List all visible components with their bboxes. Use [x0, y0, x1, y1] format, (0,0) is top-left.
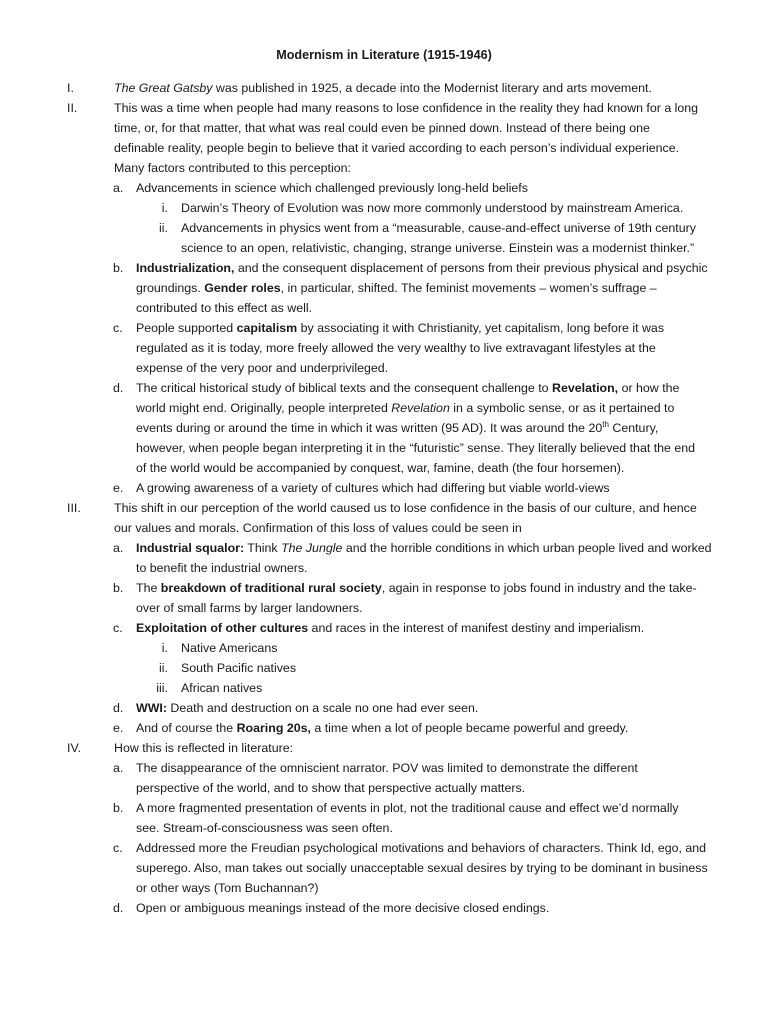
section-2-item-a: Advancements in science which challenged previously long-held beliefs — [136, 181, 528, 195]
bold-term: Industrialization, — [136, 261, 235, 275]
section-2-line-2: time, or, for that matter, that what was real could even be pinned down. Instead of there being one — [114, 121, 650, 135]
item-marker: a. — [113, 541, 124, 555]
item-marker: a. — [113, 181, 124, 195]
section-3-item-b-line-2: over of small farms by larger landowners. — [136, 601, 363, 615]
text-span: People supported — [136, 321, 237, 335]
section-3-line-2: our values and morals. Confirmation of this loss of values could be seen in — [114, 521, 522, 535]
book-title: The Jungle — [281, 541, 343, 555]
item-marker: b. — [113, 261, 124, 275]
section-2-item-a-ii-line-1: Advancements in physics went from a “measurable, cause-and-effect universe of 19th century — [181, 221, 696, 235]
item-marker: c. — [113, 321, 123, 335]
section-2-item-c-line-1 — [136, 318, 664, 338]
superscript: th — [602, 419, 609, 429]
section-2-item-b-line-3: contributed to this effect as well. — [136, 301, 313, 315]
text-span: and races in the interest of manifest destiny and imperialism. — [308, 621, 645, 635]
section-2-item-a-ii-line-2: science to an open, relativistic, changing, strange universe. Einstein was a modernist thinker.” — [181, 241, 695, 255]
section-3-item-c-i: Native Americans — [181, 641, 278, 655]
text-span: Think — [244, 541, 282, 555]
section-1-text — [114, 78, 652, 98]
subitem-marker: ii. — [159, 221, 168, 235]
section-3-item-c — [136, 618, 644, 638]
section-3-line-1: This shift in our perception of the world caused us to lose confidence in the basis of our culture, and hence — [114, 501, 697, 515]
book-title: The Great Gatsby — [114, 81, 213, 95]
section-2-item-d-line-4: however, when people began interpreting it in the “futuristic” sense. They literally believed that the end — [136, 441, 696, 455]
section-2-item-b-line-2 — [136, 278, 657, 298]
bold-term: Gender roles — [204, 281, 281, 295]
section-2-item-d-line-3 — [136, 418, 658, 438]
subitem-marker: i. — [161, 641, 168, 655]
text-span: Death and destruction on a scale no one had ever seen. — [166, 701, 479, 715]
section-4-item-c-line-3: or other ways (Tom Buchannan?) — [136, 881, 319, 895]
section-4-item-a-line-1: The disappearance of the omniscient narrator. POV was limited to demonstrate the different — [136, 761, 638, 775]
text-span: groundings. — [136, 281, 205, 295]
text-span: in a symbolic sense, or as it pertained to — [449, 401, 675, 415]
section-2-line-4: Many factors contributed to this perception: — [114, 161, 351, 175]
section-marker-4: IV. — [67, 741, 82, 755]
bold-term: Exploitation of other cultures — [136, 621, 309, 635]
item-marker: d. — [113, 381, 124, 395]
text-span: by associating it with Christianity, yet capitalism, long before it was — [297, 321, 665, 335]
item-marker: d. — [113, 901, 124, 915]
section-2-line-3: definable reality, people begin to believe that it varied according to each person’s individual experience. — [114, 141, 680, 155]
item-marker: d. — [113, 701, 124, 715]
section-4-item-a-line-2: perspective of the world, and to show that perspective actually matters. — [136, 781, 526, 795]
section-marker-3: III. — [67, 501, 81, 515]
section-3-item-e — [136, 718, 628, 738]
item-marker: e. — [113, 721, 124, 735]
section-2-item-d-line-1 — [136, 378, 679, 398]
text-span: events during or around the time in which it was written (95 AD). It was around the 20 — [136, 421, 603, 435]
section-3-item-a-line-2: to benefit the industrial owners. — [136, 561, 308, 575]
text-span: world might end. Originally, people interpreted — [136, 401, 392, 415]
section-2-item-d-line-2 — [136, 398, 674, 418]
item-marker: c. — [113, 621, 123, 635]
section-2-item-a-i: Darwin’s Theory of Evolution was now more commonly understood by mainstream America. — [181, 201, 684, 215]
item-marker: a. — [113, 761, 124, 775]
section-3-item-c-iii: African natives — [181, 681, 263, 695]
text-span: And of course the — [136, 721, 237, 735]
text-span: The critical historical study of biblical texts and the consequent challenge to — [136, 381, 553, 395]
text-span: Century, — [608, 421, 659, 435]
text-span: The — [136, 581, 161, 595]
section-4-item-b-line-2: see. Stream-of-consciousness was seen often. — [136, 821, 393, 835]
section-2-item-c-line-2: regulated as it is today, more freely allowed the very wealthy to live extravagant lifestyles at the — [136, 341, 656, 355]
subitem-marker: iii. — [156, 681, 168, 695]
text-span: was published in 1925, a decade into the Modernist literary and arts movement. — [212, 81, 652, 95]
bold-term: Industrial squalor: — [136, 541, 245, 555]
section-2-item-b-line-1 — [136, 258, 708, 278]
section-2-item-d-line-5: of the world would be accompanied by conquest, war, famine, death (the four horsemen). — [136, 461, 625, 475]
section-3-item-d — [136, 698, 478, 718]
section-4-item-c-line-1: Addressed more the Freudian psychological motivations and behaviors of characters. Think Id, ego, and — [136, 841, 707, 855]
item-marker: e. — [113, 481, 124, 495]
item-marker: b. — [113, 581, 124, 595]
section-3-item-c-ii: South Pacific natives — [181, 661, 297, 675]
italic-term: Revelation — [391, 401, 450, 415]
section-4-item-d: Open or ambiguous meanings instead of the more decisive closed endings. — [136, 901, 550, 915]
bold-term: WWI: — [136, 701, 167, 715]
subitem-marker: i. — [161, 201, 168, 215]
bold-term: Roaring 20s, — [236, 721, 311, 735]
section-4-line-1: How this is reflected in literature: — [114, 741, 294, 755]
text-span: , in particular, shifted. The feminist movements – women’s suffrage – — [280, 281, 657, 295]
bold-term: capitalism — [236, 321, 298, 335]
text-span: and the consequent displacement of persons from their previous physical and psychic — [234, 261, 708, 275]
section-4-item-b-line-1: A more fragmented presentation of events in plot, not the traditional cause and effect we’d normally — [136, 801, 679, 815]
item-marker: b. — [113, 801, 124, 815]
text-span: or how the — [618, 381, 680, 395]
text-span: , again in response to jobs found in industry and the take- — [381, 581, 697, 595]
subitem-marker: ii. — [159, 661, 168, 675]
bold-term: Revelation, — [552, 381, 619, 395]
section-marker-1: I. — [67, 81, 74, 95]
section-3-item-a-line-1 — [136, 538, 712, 558]
section-2-item-e: A growing awareness of a variety of cultures which had differing but viable world-views — [136, 481, 610, 495]
text-span: a time when a lot of people became powerful and greedy. — [310, 721, 629, 735]
bold-term: breakdown of traditional rural society — [160, 581, 382, 595]
text-span: and the horrible conditions in which urban people lived and worked — [342, 541, 712, 555]
section-2-line-1: This was a time when people had many reasons to lose confidence in the reality they had known for a long — [114, 101, 699, 115]
section-3-item-b-line-1 — [136, 578, 697, 598]
section-4-item-c-line-2: superego. Also, man takes out socially unacceptable sexual desires by trying to be dominant in business — [136, 861, 708, 875]
document-title: Modernism in Literature (1915-1946) — [276, 48, 492, 62]
section-2-item-c-line-3: expense of the very poor and underprivileged. — [136, 361, 389, 375]
item-marker: c. — [113, 841, 123, 855]
section-marker-2: II. — [67, 101, 78, 115]
